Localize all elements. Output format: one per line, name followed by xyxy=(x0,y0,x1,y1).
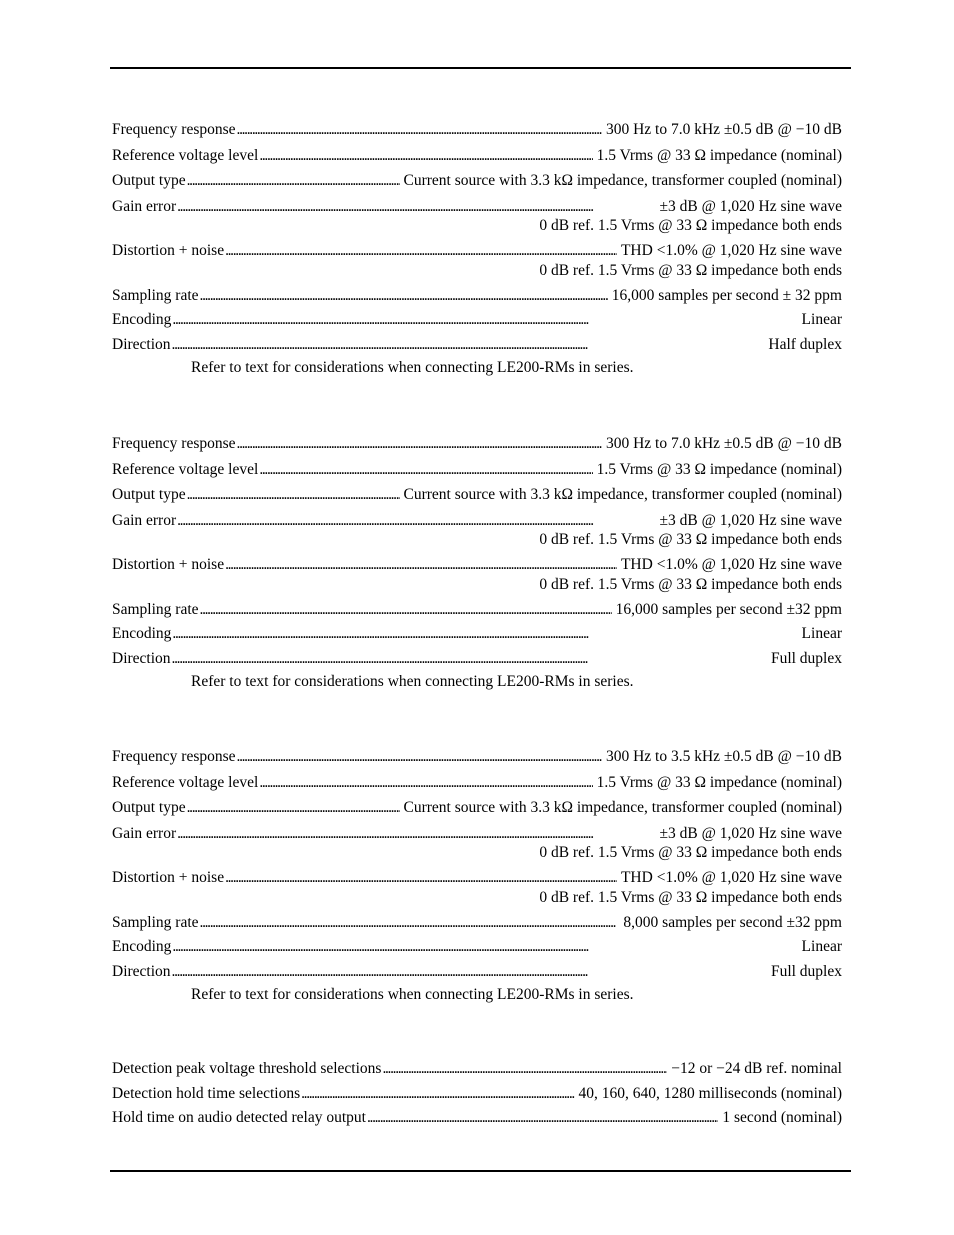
spec-value: THD <1.0% @ 1,020 Hz sine wave xyxy=(620,242,842,259)
dot-leader xyxy=(172,962,767,981)
section-note: Refer to text for considerations when connecting LE200-RMs in series. xyxy=(191,359,634,376)
spec-row-detection-threshold xyxy=(112,1059,842,1078)
spec-value: 1 second (nominal) xyxy=(722,1109,842,1126)
dot-leader xyxy=(259,146,592,165)
dot-leader xyxy=(237,747,602,766)
spec-row-frequency-response xyxy=(112,747,842,766)
section-note: Refer to text for considerations when connecting LE200-RMs in series. xyxy=(191,673,634,690)
footer-rule xyxy=(110,1170,851,1172)
spec-row-sampling-rate xyxy=(112,600,842,619)
spec-row-encoding xyxy=(112,310,842,329)
spec-value: Half duplex xyxy=(768,335,842,353)
spec-label: Encoding xyxy=(112,938,172,955)
dot-leader xyxy=(237,120,602,139)
spec-subvalue: 0 dB ref. 1.5 Vrms @ 33 Ω impedance both ends xyxy=(539,575,842,593)
spec-label: Gain error xyxy=(112,511,177,529)
spec-label: Distortion + noise xyxy=(112,556,225,573)
spec-row-output-type xyxy=(112,485,842,504)
spec-value: ±3 dB @ 1,020 Hz sine wave xyxy=(659,197,842,215)
spec-label: Encoding xyxy=(112,311,172,328)
spec-label: Sampling rate xyxy=(112,913,199,931)
spec-value: 8,000 samples per second ±32 ppm xyxy=(623,913,842,931)
dot-leader xyxy=(259,460,592,479)
spec-row-relay-hold-time xyxy=(112,1108,842,1127)
spec-value: Current source with 3.3 kΩ impedance, transformer coupled (nominal) xyxy=(403,486,842,503)
spec-row-frequency-response xyxy=(112,120,842,139)
spec-row-detection-hold-time xyxy=(112,1084,842,1103)
spec-value: 300 Hz to 7.0 kHz ±0.5 dB @ −10 dB xyxy=(605,435,842,452)
dot-leader xyxy=(200,600,612,619)
spec-value: 16,000 samples per second ± 32 ppm xyxy=(611,286,842,304)
spec-row-encoding xyxy=(112,937,842,956)
dot-leader xyxy=(177,511,655,530)
dot-leader xyxy=(367,1108,718,1127)
spec-row-direction xyxy=(112,962,842,981)
spec-label: Sampling rate xyxy=(112,286,199,304)
spec-row-output-type xyxy=(112,171,842,190)
spec-row-sampling-rate xyxy=(112,286,842,305)
spec-section-4 xyxy=(112,1059,842,1133)
spec-value: 40, 160, 640, 1280 milliseconds (nominal) xyxy=(578,1084,842,1102)
spec-subvalue: 0 dB ref. 1.5 Vrms @ 33 Ω impedance both ends xyxy=(539,531,842,548)
spec-label: Output type xyxy=(112,486,186,503)
dot-leader xyxy=(172,624,797,643)
spec-row-reference-voltage-level xyxy=(112,460,842,479)
spec-value: ±3 dB @ 1,020 Hz sine wave xyxy=(659,511,842,529)
spec-label: Output type xyxy=(112,172,186,189)
spec-value: 16,000 samples per second ±32 ppm xyxy=(615,600,842,618)
dot-leader xyxy=(225,555,617,574)
spec-label: Output type xyxy=(112,799,186,816)
spec-value: 1.5 Vrms @ 33 Ω impedance (nominal) xyxy=(596,146,842,164)
dot-leader xyxy=(200,286,608,305)
spec-subvalue: 0 dB ref. 1.5 Vrms @ 33 Ω impedance both ends xyxy=(539,888,842,906)
dot-leader xyxy=(382,1059,667,1078)
spec-row-reference-voltage-level xyxy=(112,773,842,792)
spec-section-1 xyxy=(112,120,842,377)
spec-subvalue: 0 dB ref. 1.5 Vrms @ 33 Ω impedance both ends xyxy=(539,217,842,234)
dot-leader xyxy=(187,171,400,190)
spec-value: 300 Hz to 3.5 kHz ±0.5 dB @ −10 dB xyxy=(605,748,842,765)
spec-value: Linear xyxy=(801,938,842,955)
spec-label: Hold time on audio detected relay output xyxy=(112,1109,366,1126)
header-rule xyxy=(110,67,851,69)
spec-row-gain-error xyxy=(112,511,842,530)
spec-value: 1.5 Vrms @ 33 Ω impedance (nominal) xyxy=(596,460,842,478)
spec-subvalue: 0 dB ref. 1.5 Vrms @ 33 Ω impedance both ends xyxy=(539,261,842,279)
spec-row-direction xyxy=(112,649,842,668)
spec-row-sampling-rate xyxy=(112,913,842,932)
spec-value: 300 Hz to 7.0 kHz ±0.5 dB @ −10 dB xyxy=(605,121,842,138)
dot-leader xyxy=(200,913,620,932)
spec-section-3 xyxy=(112,747,842,1004)
dot-leader xyxy=(187,798,400,817)
spec-label: Detection peak voltage threshold selections xyxy=(112,1060,382,1077)
spec-label: Reference voltage level xyxy=(112,460,259,478)
spec-label: Direction xyxy=(112,649,171,667)
spec-label: Direction xyxy=(112,335,171,353)
spec-label: Distortion + noise xyxy=(112,869,225,886)
spec-value: Full duplex xyxy=(770,962,842,980)
spec-row-direction xyxy=(112,335,842,354)
dot-leader xyxy=(172,937,797,956)
spec-label: Distortion + noise xyxy=(112,242,225,259)
spec-value: ±3 dB @ 1,020 Hz sine wave xyxy=(659,824,842,842)
dot-leader xyxy=(172,310,797,329)
spec-value: Current source with 3.3 kΩ impedance, transformer coupled (nominal) xyxy=(403,799,842,816)
spec-label: Direction xyxy=(112,962,171,980)
spec-label: Detection hold time selections xyxy=(112,1084,301,1102)
spec-value: Current source with 3.3 kΩ impedance, transformer coupled (nominal) xyxy=(403,172,842,189)
spec-value: 1.5 Vrms @ 33 Ω impedance (nominal) xyxy=(596,773,842,791)
spec-label: Encoding xyxy=(112,625,172,642)
spec-value: −12 or −24 dB ref. nominal xyxy=(671,1060,842,1077)
spec-value: THD <1.0% @ 1,020 Hz sine wave xyxy=(620,556,842,573)
spec-label: Reference voltage level xyxy=(112,773,259,791)
dot-leader xyxy=(177,824,655,843)
spec-row-gain-error xyxy=(112,197,842,216)
spec-row-distortion-noise xyxy=(112,868,842,887)
spec-section-2 xyxy=(112,434,842,691)
dot-leader xyxy=(172,649,767,668)
spec-row-distortion-noise xyxy=(112,241,842,260)
spec-label: Gain error xyxy=(112,197,177,215)
spec-value: Full duplex xyxy=(770,649,842,667)
spec-row-reference-voltage-level xyxy=(112,146,842,165)
dot-leader xyxy=(172,335,765,354)
dot-leader xyxy=(177,197,655,216)
dot-leader xyxy=(259,773,592,792)
spec-row-distortion-noise xyxy=(112,555,842,574)
spec-label: Frequency response xyxy=(112,121,236,138)
spec-label: Frequency response xyxy=(112,748,236,765)
spec-value: Linear xyxy=(801,311,842,328)
dot-leader xyxy=(225,868,617,887)
spec-label: Reference voltage level xyxy=(112,146,259,164)
dot-leader xyxy=(301,1084,574,1103)
spec-row-gain-error xyxy=(112,824,842,843)
spec-row-output-type xyxy=(112,798,842,817)
dot-leader xyxy=(187,485,400,504)
spec-row-frequency-response xyxy=(112,434,842,453)
spec-label: Gain error xyxy=(112,824,177,842)
dot-leader xyxy=(225,241,617,260)
spec-label: Frequency response xyxy=(112,435,236,452)
spec-label: Sampling rate xyxy=(112,600,199,618)
dot-leader xyxy=(237,434,602,453)
spec-value: Linear xyxy=(801,625,842,642)
section-note: Refer to text for considerations when connecting LE200-RMs in series. xyxy=(191,986,634,1003)
spec-value: THD <1.0% @ 1,020 Hz sine wave xyxy=(620,869,842,886)
spec-subvalue: 0 dB ref. 1.5 Vrms @ 33 Ω impedance both ends xyxy=(539,844,842,861)
spec-row-encoding xyxy=(112,624,842,643)
